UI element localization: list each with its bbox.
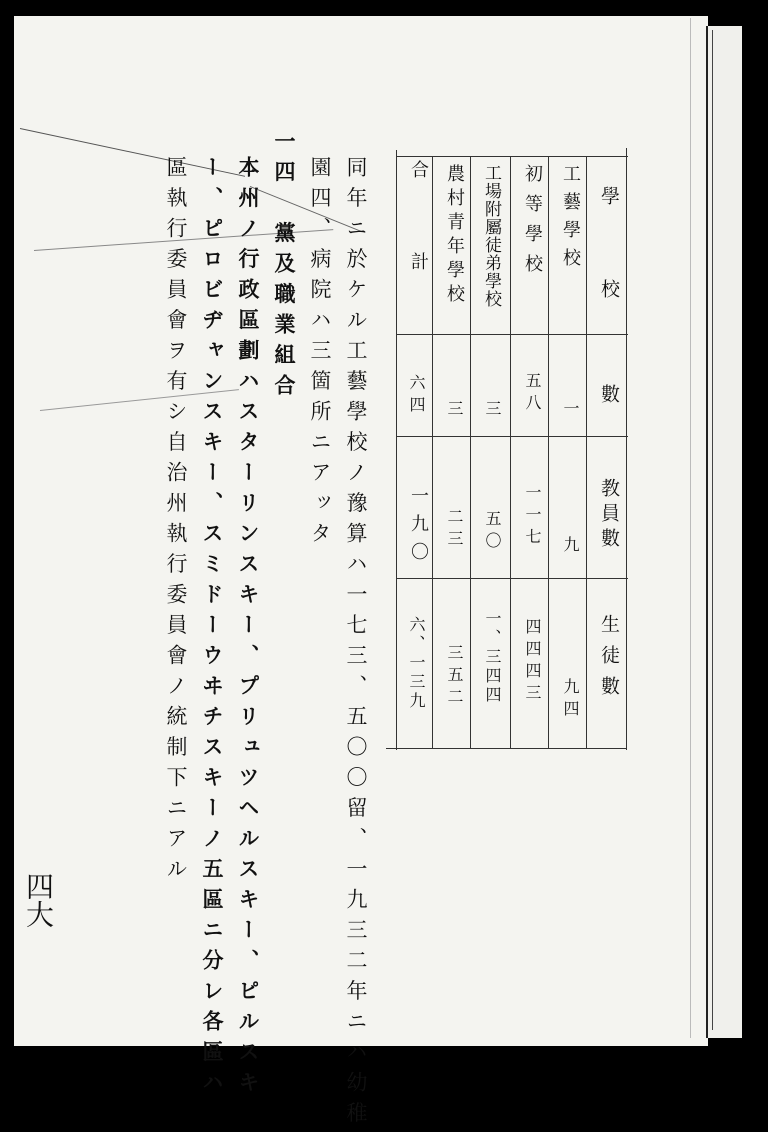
table-right-border (626, 148, 627, 750)
page-number: 四大 (22, 872, 55, 928)
row-teachers: 一九〇 (408, 486, 429, 570)
table-col-divider (470, 156, 471, 748)
body-line-1: 同年ニ於ケル工藝學校ノ豫算ハ一七三、五〇〇留、一九三二年ニハ幼稚 (344, 156, 368, 1132)
section-heading: 一四 黨及職業組合 (272, 130, 297, 405)
row-students: 四四四三 (523, 618, 542, 706)
body-line-4: ー、ピロビヂャンスキー、スミドーウヰチスキーノ五區ニ分レ各區ハ (200, 156, 225, 1102)
row-teachers: 九 (561, 536, 580, 558)
table-top-border (396, 156, 628, 157)
table-row-divider (396, 578, 628, 579)
table-row-divider (396, 334, 628, 335)
table-row-divider (396, 436, 628, 437)
table-col-divider (586, 156, 587, 748)
row-name: 工藝學校 (560, 164, 581, 276)
row-name: 農村青年學校 (444, 164, 465, 308)
body-line-5: 區執行委員會ヲ有シ自治州執行委員會ノ統制下ニアル (164, 156, 188, 888)
row-count: 五八 (523, 372, 542, 416)
binding-line (712, 30, 713, 1030)
row-teachers: 一一七 (523, 484, 542, 550)
row-teachers: 二三 (445, 508, 464, 552)
page-edge-line (690, 18, 691, 1038)
header-students: 生徒數 (598, 614, 620, 707)
row-students: 三五二 (445, 644, 464, 710)
row-count: 六四 (407, 374, 426, 418)
body-line-2: 園四、病院ハ三箇所ニアッタ (308, 156, 332, 553)
table-bottom-border (386, 748, 626, 749)
row-name: 工場附屬徒弟學校 (481, 164, 501, 308)
table-col-divider (548, 156, 549, 748)
header-school: 學 校 (598, 186, 620, 324)
row-students: 一、三四四 (483, 610, 502, 705)
row-count: 一 (561, 400, 580, 422)
row-students: 六、一三九 (407, 616, 426, 711)
header-count: 數 (598, 384, 620, 403)
row-students: 九四 (561, 678, 580, 722)
row-count: 三 (483, 400, 502, 422)
header-teachers: 教員數 (598, 478, 620, 553)
row-teachers: 五〇 (483, 510, 502, 554)
table-col-divider (396, 150, 397, 750)
row-name: 初等學校 (522, 164, 543, 284)
table-col-divider (510, 156, 511, 748)
row-count: 三 (445, 400, 464, 422)
table-col-divider (432, 156, 433, 748)
body-line-3: 本州ノ行政區劃ハスターリンスキー、プリュツヘルスキー、ピルスキ (236, 156, 261, 1102)
row-name: 合 計 (408, 160, 429, 298)
